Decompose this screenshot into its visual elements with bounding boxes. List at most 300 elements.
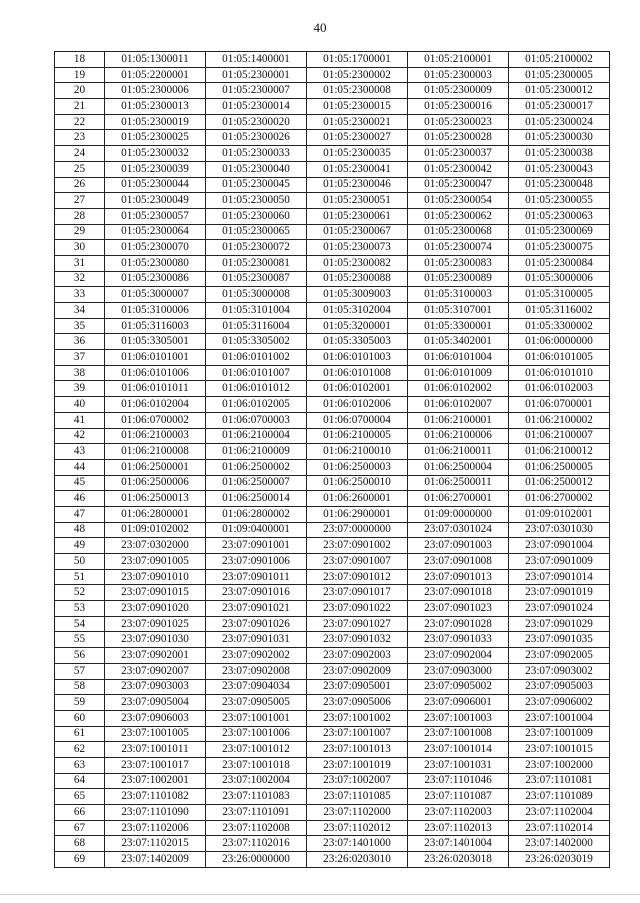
- cadastral-number-cell: 01:06:0101001: [105, 350, 206, 366]
- table-row: [55, 522, 610, 538]
- cadastral-number-cell: 23:07:0901002: [307, 538, 408, 554]
- cadastral-number-cell: 01:05:2300037: [408, 146, 509, 162]
- cadastral-number-cell: 01:05:2300075: [509, 240, 610, 256]
- cadastral-number-cell: 23:07:1401000: [307, 836, 408, 852]
- cadastral-number-cell: 01:06:2100010: [307, 444, 408, 460]
- cadastral-number-cell: 23:07:0906002: [509, 695, 610, 711]
- table-row: [55, 303, 610, 319]
- cadastral-number-cell: 01:06:2900001: [307, 506, 408, 522]
- row-number-cell: 32: [55, 271, 105, 287]
- cadastral-number-cell: 23:07:1101085: [307, 789, 408, 805]
- cadastral-number-cell: 01:05:2300042: [408, 161, 509, 177]
- table-row: [55, 585, 610, 601]
- cadastral-number-cell: 01:06:2700001: [408, 491, 509, 507]
- cadastral-number-cell: 23:07:0301024: [408, 522, 509, 538]
- cadastral-number-cell: 23:07:0901026: [206, 616, 307, 632]
- cadastral-number-cell: 23:07:1001018: [206, 757, 307, 773]
- cadastral-number-cell: 23:07:1102012: [307, 820, 408, 836]
- cadastral-number-cell: 23:07:0901022: [307, 601, 408, 617]
- cadastral-number-cell: 01:05:2300009: [408, 83, 509, 99]
- cadastral-number-cell: 23:07:0301030: [509, 522, 610, 538]
- cadastral-number-cell: 01:05:2300027: [307, 130, 408, 146]
- cadastral-number-cell: 23:07:1001009: [509, 726, 610, 742]
- cadastral-number-cell: 01:05:2300074: [408, 240, 509, 256]
- row-number-cell: 19: [55, 67, 105, 83]
- table-row: [55, 569, 610, 585]
- cadastral-number-cell: 23:07:0901035: [509, 632, 610, 648]
- cadastral-number-cell: 23:07:0905001: [307, 679, 408, 695]
- cadastral-number-cell: 23:07:0903003: [105, 679, 206, 695]
- cadastral-number-cell: 23:07:0901030: [105, 632, 206, 648]
- cadastral-number-cell: 23:07:1002000: [509, 757, 610, 773]
- cadastral-number-cell: 23:07:1102004: [509, 805, 610, 821]
- cadastral-number-cell: 23:07:0905006: [307, 695, 408, 711]
- row-number-cell: 60: [55, 710, 105, 726]
- cadastral-number-cell: 23:07:1101091: [206, 805, 307, 821]
- cadastral-number-cell: 23:26:0203018: [408, 852, 509, 868]
- cadastral-number-cell: 01:05:2300044: [105, 177, 206, 193]
- table-row: [55, 114, 610, 130]
- cadastral-number-cell: 23:07:1001014: [408, 742, 509, 758]
- row-number-cell: 22: [55, 114, 105, 130]
- row-number-cell: 36: [55, 334, 105, 350]
- cadastral-number-cell: 23:07:1001004: [509, 710, 610, 726]
- cadastral-number-cell: 23:07:0905002: [408, 679, 509, 695]
- cadastral-number-cell: 01:06:0102003: [509, 381, 610, 397]
- cadastral-number-cell: 01:05:3009003: [307, 287, 408, 303]
- cadastral-number-cell: 01:06:2100008: [105, 444, 206, 460]
- table-row: [55, 506, 610, 522]
- cadastral-number-cell: 23:07:1001019: [307, 757, 408, 773]
- cadastral-number-cell: 23:07:1401004: [408, 836, 509, 852]
- row-number-cell: 37: [55, 350, 105, 366]
- cadastral-number-cell: 23:07:0903000: [408, 663, 509, 679]
- cadastral-number-cell: 01:05:2200001: [105, 67, 206, 83]
- cadastral-number-cell: 01:05:2300020: [206, 114, 307, 130]
- row-number-cell: 68: [55, 836, 105, 852]
- row-number-cell: 39: [55, 381, 105, 397]
- row-number-cell: 29: [55, 224, 105, 240]
- cadastral-number-cell: 23:07:0901029: [509, 616, 610, 632]
- cadastral-number-cell: 01:05:2300049: [105, 193, 206, 209]
- table-row: [55, 679, 610, 695]
- cadastral-number-cell: 23:07:0902008: [206, 663, 307, 679]
- table-row: [55, 852, 610, 868]
- row-number-cell: 38: [55, 365, 105, 381]
- cadastral-number-cell: 01:05:3116003: [105, 318, 206, 334]
- row-number-cell: 50: [55, 554, 105, 570]
- table-row: [55, 836, 610, 852]
- cadastral-number-cell: 01:05:2300089: [408, 271, 509, 287]
- cadastral-number-cell: 23:07:0906003: [105, 710, 206, 726]
- cadastral-number-cell: 23:07:0901008: [408, 554, 509, 570]
- cadastral-number-cell: 23:07:0000000: [307, 522, 408, 538]
- cadastral-number-cell: 23:07:1102006: [105, 820, 206, 836]
- row-number-cell: 45: [55, 475, 105, 491]
- cadastral-number-cell: 01:05:2300040: [206, 161, 307, 177]
- cadastral-number-cell: 01:05:2100002: [509, 52, 610, 68]
- table-row: [55, 381, 610, 397]
- cadastral-number-cell: 01:05:2300050: [206, 193, 307, 209]
- cadastral-number-cell: 01:06:0700001: [509, 397, 610, 413]
- row-number-cell: 62: [55, 742, 105, 758]
- cadastral-number-cell: 01:05:1400001: [206, 52, 307, 68]
- cadastral-number-cell: 01:05:2300067: [307, 224, 408, 240]
- table-row: [55, 554, 610, 570]
- cadastral-number-cell: 01:05:2300088: [307, 271, 408, 287]
- cadastral-number-cell: 01:05:2300060: [206, 208, 307, 224]
- cadastral-number-cell: 01:05:2300023: [408, 114, 509, 130]
- row-number-cell: 44: [55, 459, 105, 475]
- table-row: [55, 444, 610, 460]
- cadastral-number-cell: 23:07:0901016: [206, 585, 307, 601]
- page-number: 40: [313, 20, 327, 35]
- table-row: [55, 789, 610, 805]
- cadastral-number-cell: 01:06:2100001: [408, 412, 509, 428]
- cadastral-number-cell: 01:05:2300055: [509, 193, 610, 209]
- row-number-cell: 55: [55, 632, 105, 648]
- row-number-cell: 25: [55, 161, 105, 177]
- cadastral-number-cell: 01:05:2300007: [206, 83, 307, 99]
- cadastral-number-cell: 01:09:0102001: [509, 506, 610, 522]
- cadastral-number-cell: 01:06:2100009: [206, 444, 307, 460]
- cadastral-number-cell: 23:07:1102016: [206, 836, 307, 852]
- cadastral-number-cell: 23:07:0906001: [408, 695, 509, 711]
- row-number-cell: 48: [55, 522, 105, 538]
- cadastral-number-cell: 01:05:2300001: [206, 67, 307, 83]
- cadastral-number-cell: 23:07:0901007: [307, 554, 408, 570]
- table-row: [55, 742, 610, 758]
- cadastral-number-cell: 01:05:2300068: [408, 224, 509, 240]
- cadastral-number-cell: 01:05:2300012: [509, 83, 610, 99]
- cadastral-number-cell: 01:09:0400001: [206, 522, 307, 538]
- cadastral-number-cell: 01:05:1300011: [105, 52, 206, 68]
- cadastral-number-cell: 01:05:2300081: [206, 255, 307, 271]
- cadastral-number-cell: 01:05:3100005: [509, 287, 610, 303]
- cadastral-number-cell: 23:07:0302000: [105, 538, 206, 554]
- cadastral-number-cell: 01:06:2100012: [509, 444, 610, 460]
- table-row: [55, 757, 610, 773]
- cadastral-number-cell: 01:05:2300083: [408, 255, 509, 271]
- cadastral-number-cell: 23:07:0902002: [206, 648, 307, 664]
- cadastral-number-cell: 23:07:0901020: [105, 601, 206, 617]
- table-row: [55, 99, 610, 115]
- cadastral-number-cell: 23:07:0901003: [408, 538, 509, 554]
- cadastral-number-cell: 01:06:2500006: [105, 475, 206, 491]
- cadastral-number-cell: 23:07:0902004: [408, 648, 509, 664]
- cadastral-number-cell: 23:07:0901010: [105, 569, 206, 585]
- cadastral-number-cell: 01:05:2100001: [408, 52, 509, 68]
- row-number-cell: 20: [55, 83, 105, 99]
- cadastral-number-cell: 01:06:2500001: [105, 459, 206, 475]
- row-number-cell: 31: [55, 255, 105, 271]
- cadastral-number-cell: 23:26:0000000: [206, 852, 307, 868]
- cadastral-number-cell: 23:07:1001008: [408, 726, 509, 742]
- cadastral-number-cell: 01:05:2300062: [408, 208, 509, 224]
- cadastral-number-cell: 01:05:2300063: [509, 208, 610, 224]
- cadastral-number-cell: 01:05:3305003: [307, 334, 408, 350]
- table-row: [55, 601, 610, 617]
- cadastral-number-cell: 23:07:0901006: [206, 554, 307, 570]
- row-number-cell: 58: [55, 679, 105, 695]
- cadastral-number-cell: 01:05:2300032: [105, 146, 206, 162]
- cadastral-number-cell: 23:07:0905003: [509, 679, 610, 695]
- cadastral-number-cell: 01:05:3000007: [105, 287, 206, 303]
- cadastral-number-cell: 01:06:2700002: [509, 491, 610, 507]
- cadastral-number-cell: 01:06:2500012: [509, 475, 610, 491]
- cadastral-number-cell: 23:26:0203010: [307, 852, 408, 868]
- cadastral-number-cell: 23:07:0901032: [307, 632, 408, 648]
- cadastral-number-cell: 01:06:0102006: [307, 397, 408, 413]
- cadastral-number-cell: 01:05:2300051: [307, 193, 408, 209]
- cadastral-number-cell: 23:07:1102013: [408, 820, 509, 836]
- table-row: [55, 318, 610, 334]
- cadastral-number-cell: 23:07:1102015: [105, 836, 206, 852]
- row-number-cell: 64: [55, 773, 105, 789]
- cadastral-number-cell: 01:05:2300082: [307, 255, 408, 271]
- cadastral-number-cell: 01:06:0101011: [105, 381, 206, 397]
- cadastral-number-cell: 23:07:0901015: [105, 585, 206, 601]
- cadastral-number-cell: 23:07:1001006: [206, 726, 307, 742]
- cadastral-number-cell: 01:09:0000000: [408, 506, 509, 522]
- row-number-cell: 69: [55, 852, 105, 868]
- table-row: [55, 67, 610, 83]
- table-row: [55, 648, 610, 664]
- cadastral-number-cell: 01:05:2300080: [105, 255, 206, 271]
- cadastral-number-cell: 01:05:2300072: [206, 240, 307, 256]
- cadastral-number-cell: 23:07:0901012: [307, 569, 408, 585]
- cadastral-number-cell: 23:07:1001012: [206, 742, 307, 758]
- cadastral-number-cell: 01:05:2300005: [509, 67, 610, 83]
- cadastral-number-cell: 23:07:1101083: [206, 789, 307, 805]
- table-row: [55, 773, 610, 789]
- cadastral-number-cell: 01:05:2300046: [307, 177, 408, 193]
- cadastral-number-cell: 01:06:0101010: [509, 365, 610, 381]
- table-row: [55, 632, 610, 648]
- cadastral-number-cell: 01:05:2300008: [307, 83, 408, 99]
- cadastral-number-cell: 01:05:3300002: [509, 318, 610, 334]
- table-row: [55, 334, 610, 350]
- cadastral-number-cell: 01:05:2300021: [307, 114, 408, 130]
- cadastral-number-cell: 01:05:2300086: [105, 271, 206, 287]
- cadastral-number-cell: 01:05:2300019: [105, 114, 206, 130]
- cadastral-number-cell: 01:06:0700004: [307, 412, 408, 428]
- row-number-cell: 57: [55, 663, 105, 679]
- cadastral-number-cell: 01:05:2300045: [206, 177, 307, 193]
- row-number-cell: 24: [55, 146, 105, 162]
- cadastral-number-cell: 01:06:0102007: [408, 397, 509, 413]
- cadastral-number-cell: 23:07:0901019: [509, 585, 610, 601]
- cadastral-number-cell: 01:06:2500002: [206, 459, 307, 475]
- cadastral-number-cell: 23:07:1102003: [408, 805, 509, 821]
- cadastral-number-cell: 01:05:2300013: [105, 99, 206, 115]
- cadastral-number-cell: 01:06:0102004: [105, 397, 206, 413]
- cadastral-number-cell: 01:05:2300061: [307, 208, 408, 224]
- cadastral-number-cell: 23:07:0905005: [206, 695, 307, 711]
- row-number-cell: 34: [55, 303, 105, 319]
- cadastral-number-cell: 23:07:1101046: [408, 773, 509, 789]
- cadastral-number-cell: 23:07:0902003: [307, 648, 408, 664]
- cadastral-number-cell: 01:06:2500011: [408, 475, 509, 491]
- cadastral-number-cell: 01:06:0101009: [408, 365, 509, 381]
- cadastral-number-cell: 01:06:0101004: [408, 350, 509, 366]
- cadastral-number-cell: 01:05:2300026: [206, 130, 307, 146]
- cadastral-number-cell: 23:07:1001031: [408, 757, 509, 773]
- cadastral-number-cell: 23:07:0901014: [509, 569, 610, 585]
- cadastral-number-cell: 23:07:0901033: [408, 632, 509, 648]
- cadastral-number-cell: 23:07:1102014: [509, 820, 610, 836]
- cadastral-number-cell: 01:05:3107001: [408, 303, 509, 319]
- cadastral-number-cell: 01:06:0700002: [105, 412, 206, 428]
- cadastral-number-cell: 01:06:2100004: [206, 428, 307, 444]
- cadastral-number-cell: 01:05:2300087: [206, 271, 307, 287]
- row-number-cell: 67: [55, 820, 105, 836]
- cadastral-number-cell: 23:07:1102000: [307, 805, 408, 821]
- row-number-cell: 30: [55, 240, 105, 256]
- cadastral-number-cell: 01:09:0102002: [105, 522, 206, 538]
- cadastral-number-cell: 23:07:1001001: [206, 710, 307, 726]
- cadastral-number-cell: 01:05:2300006: [105, 83, 206, 99]
- row-number-cell: 56: [55, 648, 105, 664]
- cadastral-number-cell: 01:06:2500014: [206, 491, 307, 507]
- table-row: [55, 805, 610, 821]
- table-row: [55, 208, 610, 224]
- table-row: [55, 710, 610, 726]
- cadastral-number-cell: 23:07:1101089: [509, 789, 610, 805]
- cadastral-number-cell: 01:06:0102002: [408, 381, 509, 397]
- cadastral-number-cell: 23:07:1002001: [105, 773, 206, 789]
- row-number-cell: 63: [55, 757, 105, 773]
- cadastral-number-cell: 01:06:0101006: [105, 365, 206, 381]
- cadastral-number-cell: 01:06:0102005: [206, 397, 307, 413]
- table-row: [55, 240, 610, 256]
- cadastral-number-cell: 01:05:2300048: [509, 177, 610, 193]
- table-row: [55, 663, 610, 679]
- cadastral-number-cell: 01:05:2300033: [206, 146, 307, 162]
- table-row: [55, 820, 610, 836]
- cadastral-number-cell: 23:07:1002007: [307, 773, 408, 789]
- cadastral-number-cell: 01:06:2100003: [105, 428, 206, 444]
- cadastral-number-cell: 01:05:2300024: [509, 114, 610, 130]
- table-row: [55, 726, 610, 742]
- table-row: [55, 83, 610, 99]
- cadastral-number-cell: 01:05:1700001: [307, 52, 408, 68]
- cadastral-number-cell: 01:05:2300003: [408, 67, 509, 83]
- cadastral-number-cell: 23:07:1402009: [105, 852, 206, 868]
- table-body: [55, 52, 610, 868]
- cadastral-number-cell: 01:06:0101003: [307, 350, 408, 366]
- cadastral-numbers-table: [54, 51, 610, 868]
- table-row: [55, 365, 610, 381]
- cadastral-number-cell: 01:06:2100005: [307, 428, 408, 444]
- cadastral-number-cell: 23:07:0901025: [105, 616, 206, 632]
- cadastral-number-cell: 23:07:1001005: [105, 726, 206, 742]
- cadastral-number-cell: 01:06:0101002: [206, 350, 307, 366]
- cadastral-number-cell: 01:06:2800002: [206, 506, 307, 522]
- table-row: [55, 616, 610, 632]
- table-row: [55, 193, 610, 209]
- cadastral-number-cell: 01:06:2100006: [408, 428, 509, 444]
- cadastral-number-cell: 01:05:3305002: [206, 334, 307, 350]
- cadastral-number-cell: 23:07:0901013: [408, 569, 509, 585]
- cadastral-number-cell: 01:06:2500013: [105, 491, 206, 507]
- row-number-cell: 54: [55, 616, 105, 632]
- cadastral-number-cell: 23:07:1101090: [105, 805, 206, 821]
- row-number-cell: 40: [55, 397, 105, 413]
- row-number-cell: 65: [55, 789, 105, 805]
- row-number-cell: 53: [55, 601, 105, 617]
- table-row: [55, 177, 610, 193]
- row-number-cell: 21: [55, 99, 105, 115]
- cadastral-number-cell: 01:05:3102004: [307, 303, 408, 319]
- cadastral-number-cell: 23:07:1001003: [408, 710, 509, 726]
- cadastral-number-cell: 23:07:0902009: [307, 663, 408, 679]
- row-number-cell: 51: [55, 569, 105, 585]
- cadastral-number-cell: 01:05:2300084: [509, 255, 610, 271]
- cadastral-number-cell: 23:07:0901031: [206, 632, 307, 648]
- cadastral-number-cell: 23:07:1402000: [509, 836, 610, 852]
- table-row: [55, 146, 610, 162]
- cadastral-number-cell: 23:07:1001013: [307, 742, 408, 758]
- cadastral-number-cell: 23:07:1001015: [509, 742, 610, 758]
- cadastral-number-cell: 01:05:3402001: [408, 334, 509, 350]
- row-number-cell: 33: [55, 287, 105, 303]
- cadastral-number-cell: 23:07:0901023: [408, 601, 509, 617]
- cadastral-number-cell: 01:05:3100003: [408, 287, 509, 303]
- cadastral-number-cell: 23:07:0901027: [307, 616, 408, 632]
- cadastral-number-cell: 01:05:3200001: [307, 318, 408, 334]
- cadastral-number-cell: 01:05:2300041: [307, 161, 408, 177]
- cadastral-number-cell: 23:07:0901018: [408, 585, 509, 601]
- cadastral-number-cell: 23:07:1101087: [408, 789, 509, 805]
- cadastral-number-cell: 01:05:2300070: [105, 240, 206, 256]
- table-row: [55, 491, 610, 507]
- cadastral-number-cell: 01:06:0000000: [509, 334, 610, 350]
- cadastral-number-cell: 01:05:2300054: [408, 193, 509, 209]
- cadastral-number-cell: 01:05:2300025: [105, 130, 206, 146]
- cadastral-number-cell: 23:07:1001007: [307, 726, 408, 742]
- cadastral-number-cell: 01:05:2300064: [105, 224, 206, 240]
- row-number-cell: 52: [55, 585, 105, 601]
- cadastral-number-cell: 01:05:3305001: [105, 334, 206, 350]
- cadastral-number-cell: 23:07:1001017: [105, 757, 206, 773]
- cadastral-number-cell: 23:07:1001011: [105, 742, 206, 758]
- cadastral-number-cell: 01:05:3116004: [206, 318, 307, 334]
- cadastral-number-cell: 01:05:2300047: [408, 177, 509, 193]
- cadastral-number-cell: 23:07:0901005: [105, 554, 206, 570]
- cadastral-number-cell: 01:06:2100007: [509, 428, 610, 444]
- cadastral-number-cell: 01:06:2500007: [206, 475, 307, 491]
- table-row: [55, 130, 610, 146]
- cadastral-number-cell: 01:06:2500003: [307, 459, 408, 475]
- row-number-cell: 27: [55, 193, 105, 209]
- cadastral-number-cell: 01:05:2300043: [509, 161, 610, 177]
- cadastral-number-cell: 23:07:1102008: [206, 820, 307, 836]
- cadastral-number-cell: 01:05:3000008: [206, 287, 307, 303]
- cadastral-number-cell: 23:07:0901009: [509, 554, 610, 570]
- table-row: [55, 428, 610, 444]
- cadastral-number-cell: 23:07:0902005: [509, 648, 610, 664]
- cadastral-number-cell: 01:05:2300069: [509, 224, 610, 240]
- cadastral-number-cell: 01:05:2300065: [206, 224, 307, 240]
- cadastral-number-cell: 01:06:0101012: [206, 381, 307, 397]
- row-number-cell: 23: [55, 130, 105, 146]
- cadastral-number-cell: 23:07:1101081: [509, 773, 610, 789]
- cadastral-number-cell: 01:05:2300039: [105, 161, 206, 177]
- cadastral-number-cell: 01:06:2100002: [509, 412, 610, 428]
- cadastral-number-cell: 23:07:0901001: [206, 538, 307, 554]
- cadastral-number-cell: 01:06:0102001: [307, 381, 408, 397]
